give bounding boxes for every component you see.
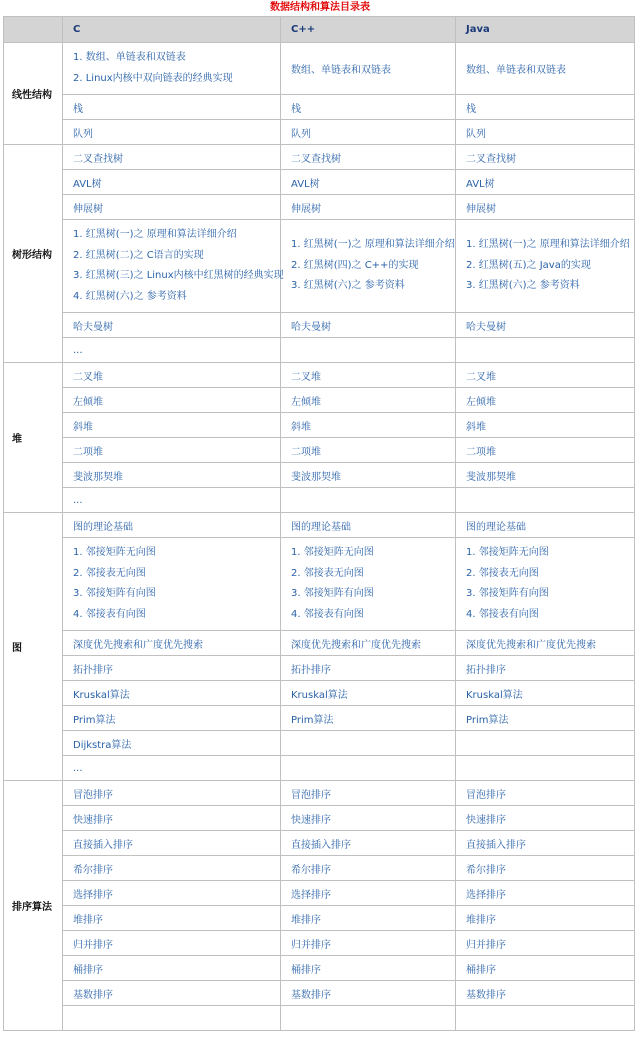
article-link[interactable]: 斜堆	[466, 421, 486, 433]
article-link[interactable]: 哈夫曼树	[73, 321, 113, 333]
article-link[interactable]: 快速排序	[73, 814, 113, 826]
cell-c	[63, 220, 284, 313]
article-link[interactable]: 队列	[73, 128, 93, 140]
article-link[interactable]: 堆排序	[73, 914, 103, 926]
article-link[interactable]: 哈夫曼树	[466, 321, 506, 333]
article-link[interactable]: 图的理论基础	[73, 521, 133, 533]
cell-c	[63, 706, 281, 731]
article-link[interactable]: 冒泡排序	[466, 789, 506, 801]
cell-java	[456, 488, 635, 513]
article-link[interactable]: 选择排序	[291, 889, 331, 901]
table-row	[4, 906, 635, 931]
table-row	[4, 631, 635, 656]
article-link[interactable]: 栈	[73, 103, 83, 115]
table-row	[4, 956, 635, 981]
cell-c	[63, 538, 281, 631]
article-link[interactable]: 图的理论基础	[466, 521, 526, 533]
cell-java	[456, 856, 635, 881]
cell-c	[63, 363, 281, 388]
article-link[interactable]: 斐波那契堆	[73, 471, 123, 483]
article-link[interactable]: Prim算法	[73, 714, 116, 726]
cell-java	[456, 831, 635, 856]
article-link[interactable]: 3. 邻接矩阵有向图	[466, 588, 549, 599]
cell-cpp	[281, 170, 456, 195]
article-link[interactable]: 3. 邻接矩阵有向图	[73, 588, 156, 599]
cell-c	[63, 120, 281, 145]
table-row	[4, 363, 635, 388]
cell-c	[63, 806, 281, 831]
article-link[interactable]: 选择排序	[466, 889, 506, 901]
article-link[interactable]: 数组、单链表和双链表	[291, 65, 391, 76]
article-link[interactable]: 2. 红黑树(五)之 Java的实现	[466, 259, 591, 271]
cell-java	[456, 906, 635, 931]
article-link[interactable]: 4. 邻接表有向图	[73, 608, 146, 620]
article-link[interactable]: 左倾堆	[291, 396, 321, 408]
header-category	[4, 17, 63, 43]
table-row	[4, 413, 635, 438]
table-row	[4, 981, 635, 1006]
table-row	[4, 656, 635, 681]
article-link[interactable]: 伸展树	[466, 203, 496, 215]
article-link[interactable]: 队列	[291, 128, 311, 140]
cell-java	[456, 681, 635, 706]
article-link[interactable]: 二叉查找树	[73, 153, 123, 165]
cell-cpp	[281, 706, 456, 731]
article-link[interactable]: 3. 红黑树(三)之 Linux内核中红黑树的经典实现	[73, 270, 284, 281]
table-row	[4, 463, 635, 488]
cell-cpp	[281, 438, 456, 463]
table-row	[4, 195, 635, 220]
cell-java	[456, 538, 635, 631]
cell-c	[63, 95, 281, 120]
cell-c	[63, 631, 281, 656]
article-link[interactable]: 1. 红黑树(一)之 原理和算法详细介绍	[291, 239, 455, 251]
article-link[interactable]: 3. 红黑树(六)之 参考资料	[466, 280, 580, 292]
cell-c	[63, 43, 281, 95]
article-link[interactable]: 1. 红黑树(一)之 原理和算法详细介绍	[73, 229, 237, 240]
cell-cpp	[281, 831, 456, 856]
cell-cpp	[281, 313, 456, 338]
cell-cpp	[281, 363, 456, 388]
table-row	[4, 95, 635, 120]
table-row	[4, 220, 635, 313]
table-row	[4, 781, 635, 806]
cell-cpp	[281, 220, 456, 313]
table-row	[4, 856, 635, 881]
cell-java	[456, 43, 635, 95]
cell-c	[63, 1006, 281, 1031]
cell-cpp	[281, 538, 456, 631]
article-link[interactable]: 希尔排序	[291, 864, 331, 876]
article-link[interactable]: 2. 邻接表无向图	[73, 567, 146, 579]
cell-java	[456, 220, 635, 313]
article-link[interactable]: 2. 邻接表无向图	[291, 567, 364, 579]
cell-java	[456, 463, 635, 488]
article-link[interactable]: 希尔排序	[73, 864, 113, 876]
article-link[interactable]: 1. 邻接矩阵无向图	[466, 547, 549, 558]
article-link[interactable]: 左倾堆	[466, 396, 496, 408]
article-link[interactable]: 1. 红黑树(一)之 原理和算法详细介绍	[466, 239, 630, 251]
cell-c	[63, 856, 281, 881]
article-link[interactable]: 直接插入排序	[291, 839, 351, 851]
cell-c	[63, 170, 281, 195]
header-java: Java	[456, 17, 635, 43]
cell-java	[456, 806, 635, 831]
table-row	[4, 120, 635, 145]
article-link[interactable]: 直接插入排序	[73, 839, 133, 851]
ellipsis-text: ...	[73, 344, 83, 356]
cell-cpp	[281, 781, 456, 806]
article-link[interactable]: 二叉查找树	[291, 153, 341, 165]
table-row	[4, 1006, 635, 1031]
article-link[interactable]: 堆排序	[466, 914, 496, 926]
cell-cpp	[281, 413, 456, 438]
article-link[interactable]: 二项堆	[291, 446, 321, 458]
article-link[interactable]: 哈夫曼树	[291, 321, 331, 333]
article-link[interactable]: 基数排序	[466, 989, 506, 1001]
cell-c	[63, 731, 281, 756]
cell-cpp	[281, 856, 456, 881]
cell-c	[63, 906, 281, 931]
article-link[interactable]: 选择排序	[73, 889, 113, 901]
ellipsis-text: ...	[73, 494, 83, 506]
article-link[interactable]: 二叉堆	[291, 371, 321, 383]
article-link[interactable]: 栈	[291, 103, 301, 115]
article-link[interactable]: Kruskal算法	[291, 689, 348, 701]
table-row	[4, 681, 635, 706]
article-link[interactable]: 拓扑排序	[291, 664, 331, 676]
article-link[interactable]: 斐波那契堆	[291, 471, 341, 483]
page-title: 数据结构和算法目录表	[270, 2, 370, 13]
article-link[interactable]: 2. 红黑树(四)之 C++的实现	[291, 259, 419, 271]
table-row	[4, 931, 635, 956]
cell-java	[456, 1006, 635, 1031]
cell-cpp	[281, 731, 456, 756]
cell-java	[456, 195, 635, 220]
cell-java	[456, 931, 635, 956]
table-row	[4, 170, 635, 195]
cell-java	[456, 656, 635, 681]
category-cell: 树形结构	[4, 145, 63, 363]
article-link[interactable]: 深度优先搜索和广度优先搜索	[466, 639, 596, 651]
article-link[interactable]: 归并排序	[291, 939, 331, 951]
article-link[interactable]: 快速排序	[466, 814, 506, 826]
article-link[interactable]: 2. 红黑树(二)之 C语言的实现	[73, 249, 204, 261]
article-link[interactable]: 斜堆	[73, 421, 93, 433]
cell-cpp	[281, 488, 456, 513]
cell-c	[63, 488, 281, 513]
cell-c	[63, 981, 281, 1006]
article-link[interactable]: 深度优先搜索和广度优先搜索	[73, 639, 203, 651]
article-link[interactable]: 左倾堆	[73, 396, 103, 408]
cell-cpp	[281, 338, 456, 363]
cell-java	[456, 956, 635, 981]
article-link[interactable]: 队列	[466, 128, 486, 140]
cell-cpp	[281, 756, 456, 781]
article-link[interactable]: Dijkstra算法	[73, 739, 132, 751]
category-cell: 堆	[4, 363, 63, 513]
ellipsis-text: ...	[73, 762, 83, 774]
cell-cpp	[281, 806, 456, 831]
article-link[interactable]: 冒泡排序	[291, 789, 331, 801]
cell-c	[63, 438, 281, 463]
category-cell: 线性结构	[4, 43, 63, 145]
article-link[interactable]: 桶排序	[291, 964, 321, 976]
article-link[interactable]: 3. 红黑树(六)之 参考资料	[291, 280, 405, 292]
header-c: C	[63, 17, 281, 43]
cell-java	[456, 981, 635, 1006]
cell-cpp	[281, 956, 456, 981]
cell-cpp	[281, 681, 456, 706]
cell-java	[456, 338, 635, 363]
cell-c	[63, 656, 281, 681]
cell-c	[63, 881, 281, 906]
cell-c	[63, 463, 281, 488]
cell-java	[456, 438, 635, 463]
header-row	[4, 17, 635, 43]
article-link[interactable]: 4. 邻接表有向图	[466, 608, 539, 620]
article-link[interactable]: 2. Linux内核中双向链表的经典实现	[73, 72, 233, 84]
cell-c	[63, 145, 281, 170]
cell-c	[63, 413, 281, 438]
table-row	[4, 388, 635, 413]
cell-cpp	[281, 145, 456, 170]
table-row	[4, 731, 635, 756]
cell-c	[63, 931, 281, 956]
article-link[interactable]: AVL树	[73, 178, 102, 190]
article-link[interactable]: 1. 邻接矩阵无向图	[291, 547, 374, 558]
article-link[interactable]: 堆排序	[291, 914, 321, 926]
article-link[interactable]: 桶排序	[466, 964, 496, 976]
table-row	[4, 313, 635, 338]
article-link[interactable]: 栈	[466, 103, 476, 115]
article-link[interactable]: 二叉堆	[73, 371, 103, 383]
cell-c	[63, 956, 281, 981]
cell-c	[63, 513, 281, 538]
cell-c	[63, 388, 281, 413]
cell-cpp	[281, 1006, 456, 1031]
article-link[interactable]: 拓扑排序	[73, 664, 113, 676]
article-link[interactable]: 归并排序	[73, 939, 113, 951]
table-row	[4, 513, 635, 538]
table-row	[4, 831, 635, 856]
cell-java	[456, 313, 635, 338]
cell-cpp	[281, 388, 456, 413]
article-link[interactable]: 冒泡排序	[73, 789, 113, 801]
cell-java	[456, 781, 635, 806]
cell-c	[63, 781, 281, 806]
article-link[interactable]: 深度优先搜索和广度优先搜索	[291, 639, 421, 651]
cell-java	[456, 388, 635, 413]
cell-java	[456, 120, 635, 145]
cell-c	[63, 756, 281, 781]
article-link[interactable]: 4. 邻接表有向图	[291, 608, 364, 620]
article-link[interactable]: 归并排序	[466, 939, 506, 951]
table-row	[4, 806, 635, 831]
cell-cpp	[281, 463, 456, 488]
article-link[interactable]: 数组、单链表和双链表	[466, 65, 566, 76]
category-cell: 图	[4, 513, 63, 781]
article-link[interactable]: 伸展树	[73, 203, 103, 215]
article-link[interactable]: 希尔排序	[466, 864, 506, 876]
cell-java	[456, 881, 635, 906]
article-link[interactable]: 2. 邻接表无向图	[466, 567, 539, 579]
article-link[interactable]: 直接插入排序	[466, 839, 526, 851]
cell-c	[63, 313, 281, 338]
table-header	[4, 17, 635, 43]
article-link[interactable]: 拓扑排序	[466, 664, 506, 676]
table-row	[4, 43, 635, 95]
table-row	[4, 706, 635, 731]
table-row	[4, 488, 635, 513]
article-link[interactable]: 斐波那契堆	[466, 471, 516, 483]
cell-cpp	[281, 513, 456, 538]
cell-cpp	[281, 981, 456, 1006]
cell-c	[63, 831, 281, 856]
cell-java	[456, 145, 635, 170]
article-link[interactable]: 基数排序	[73, 989, 113, 1001]
cell-cpp	[281, 95, 456, 120]
cell-c	[63, 338, 281, 363]
cell-cpp	[281, 881, 456, 906]
cell-java	[456, 631, 635, 656]
cell-java	[456, 95, 635, 120]
table-row	[4, 538, 635, 631]
cell-java	[456, 731, 635, 756]
cell-c	[63, 195, 281, 220]
article-link[interactable]: 斜堆	[291, 421, 311, 433]
cell-java	[456, 363, 635, 388]
article-link[interactable]: Prim算法	[291, 714, 334, 726]
catalog-table	[3, 16, 635, 1031]
article-link[interactable]: 图的理论基础	[291, 521, 351, 533]
article-link[interactable]: AVL树	[466, 178, 495, 190]
table-row	[4, 756, 635, 781]
cell-cpp	[281, 631, 456, 656]
cell-cpp	[281, 43, 456, 95]
cell-cpp	[281, 120, 456, 145]
article-link[interactable]: 基数排序	[291, 989, 331, 1001]
table-row	[4, 145, 635, 170]
cell-java	[456, 413, 635, 438]
article-link[interactable]: 二叉查找树	[466, 153, 516, 165]
cell-c	[63, 681, 281, 706]
category-cell: 排序算法	[4, 781, 63, 1031]
cell-java	[456, 170, 635, 195]
article-link[interactable]: Prim算法	[466, 714, 509, 726]
header-cpp: C++	[281, 17, 456, 43]
cell-cpp	[281, 195, 456, 220]
article-link[interactable]: 二项堆	[73, 446, 103, 458]
article-link[interactable]: 二项堆	[466, 446, 496, 458]
cell-java	[456, 513, 635, 538]
article-link[interactable]: AVL树	[291, 178, 320, 190]
article-link[interactable]: 3. 邻接矩阵有向图	[291, 588, 374, 599]
article-link[interactable]: Kruskal算法	[73, 689, 130, 701]
cell-java	[456, 756, 635, 781]
table-row	[4, 338, 635, 363]
cell-cpp	[281, 931, 456, 956]
article-link[interactable]: Kruskal算法	[466, 689, 523, 701]
article-link[interactable]: 1. 数组、单链表和双链表	[73, 52, 186, 63]
article-link[interactable]: 快速排序	[291, 814, 331, 826]
article-link[interactable]: 二叉堆	[466, 371, 496, 383]
table-row	[4, 881, 635, 906]
article-link[interactable]: 4. 红黑树(六)之 参考资料	[73, 290, 187, 302]
table-row	[4, 438, 635, 463]
article-link[interactable]: 伸展树	[291, 203, 321, 215]
table-body	[4, 43, 635, 1031]
cell-java	[456, 706, 635, 731]
article-link[interactable]: 1. 邻接矩阵无向图	[73, 547, 156, 558]
cell-cpp	[281, 656, 456, 681]
article-link[interactable]: 桶排序	[73, 964, 103, 976]
cell-cpp	[281, 906, 456, 931]
